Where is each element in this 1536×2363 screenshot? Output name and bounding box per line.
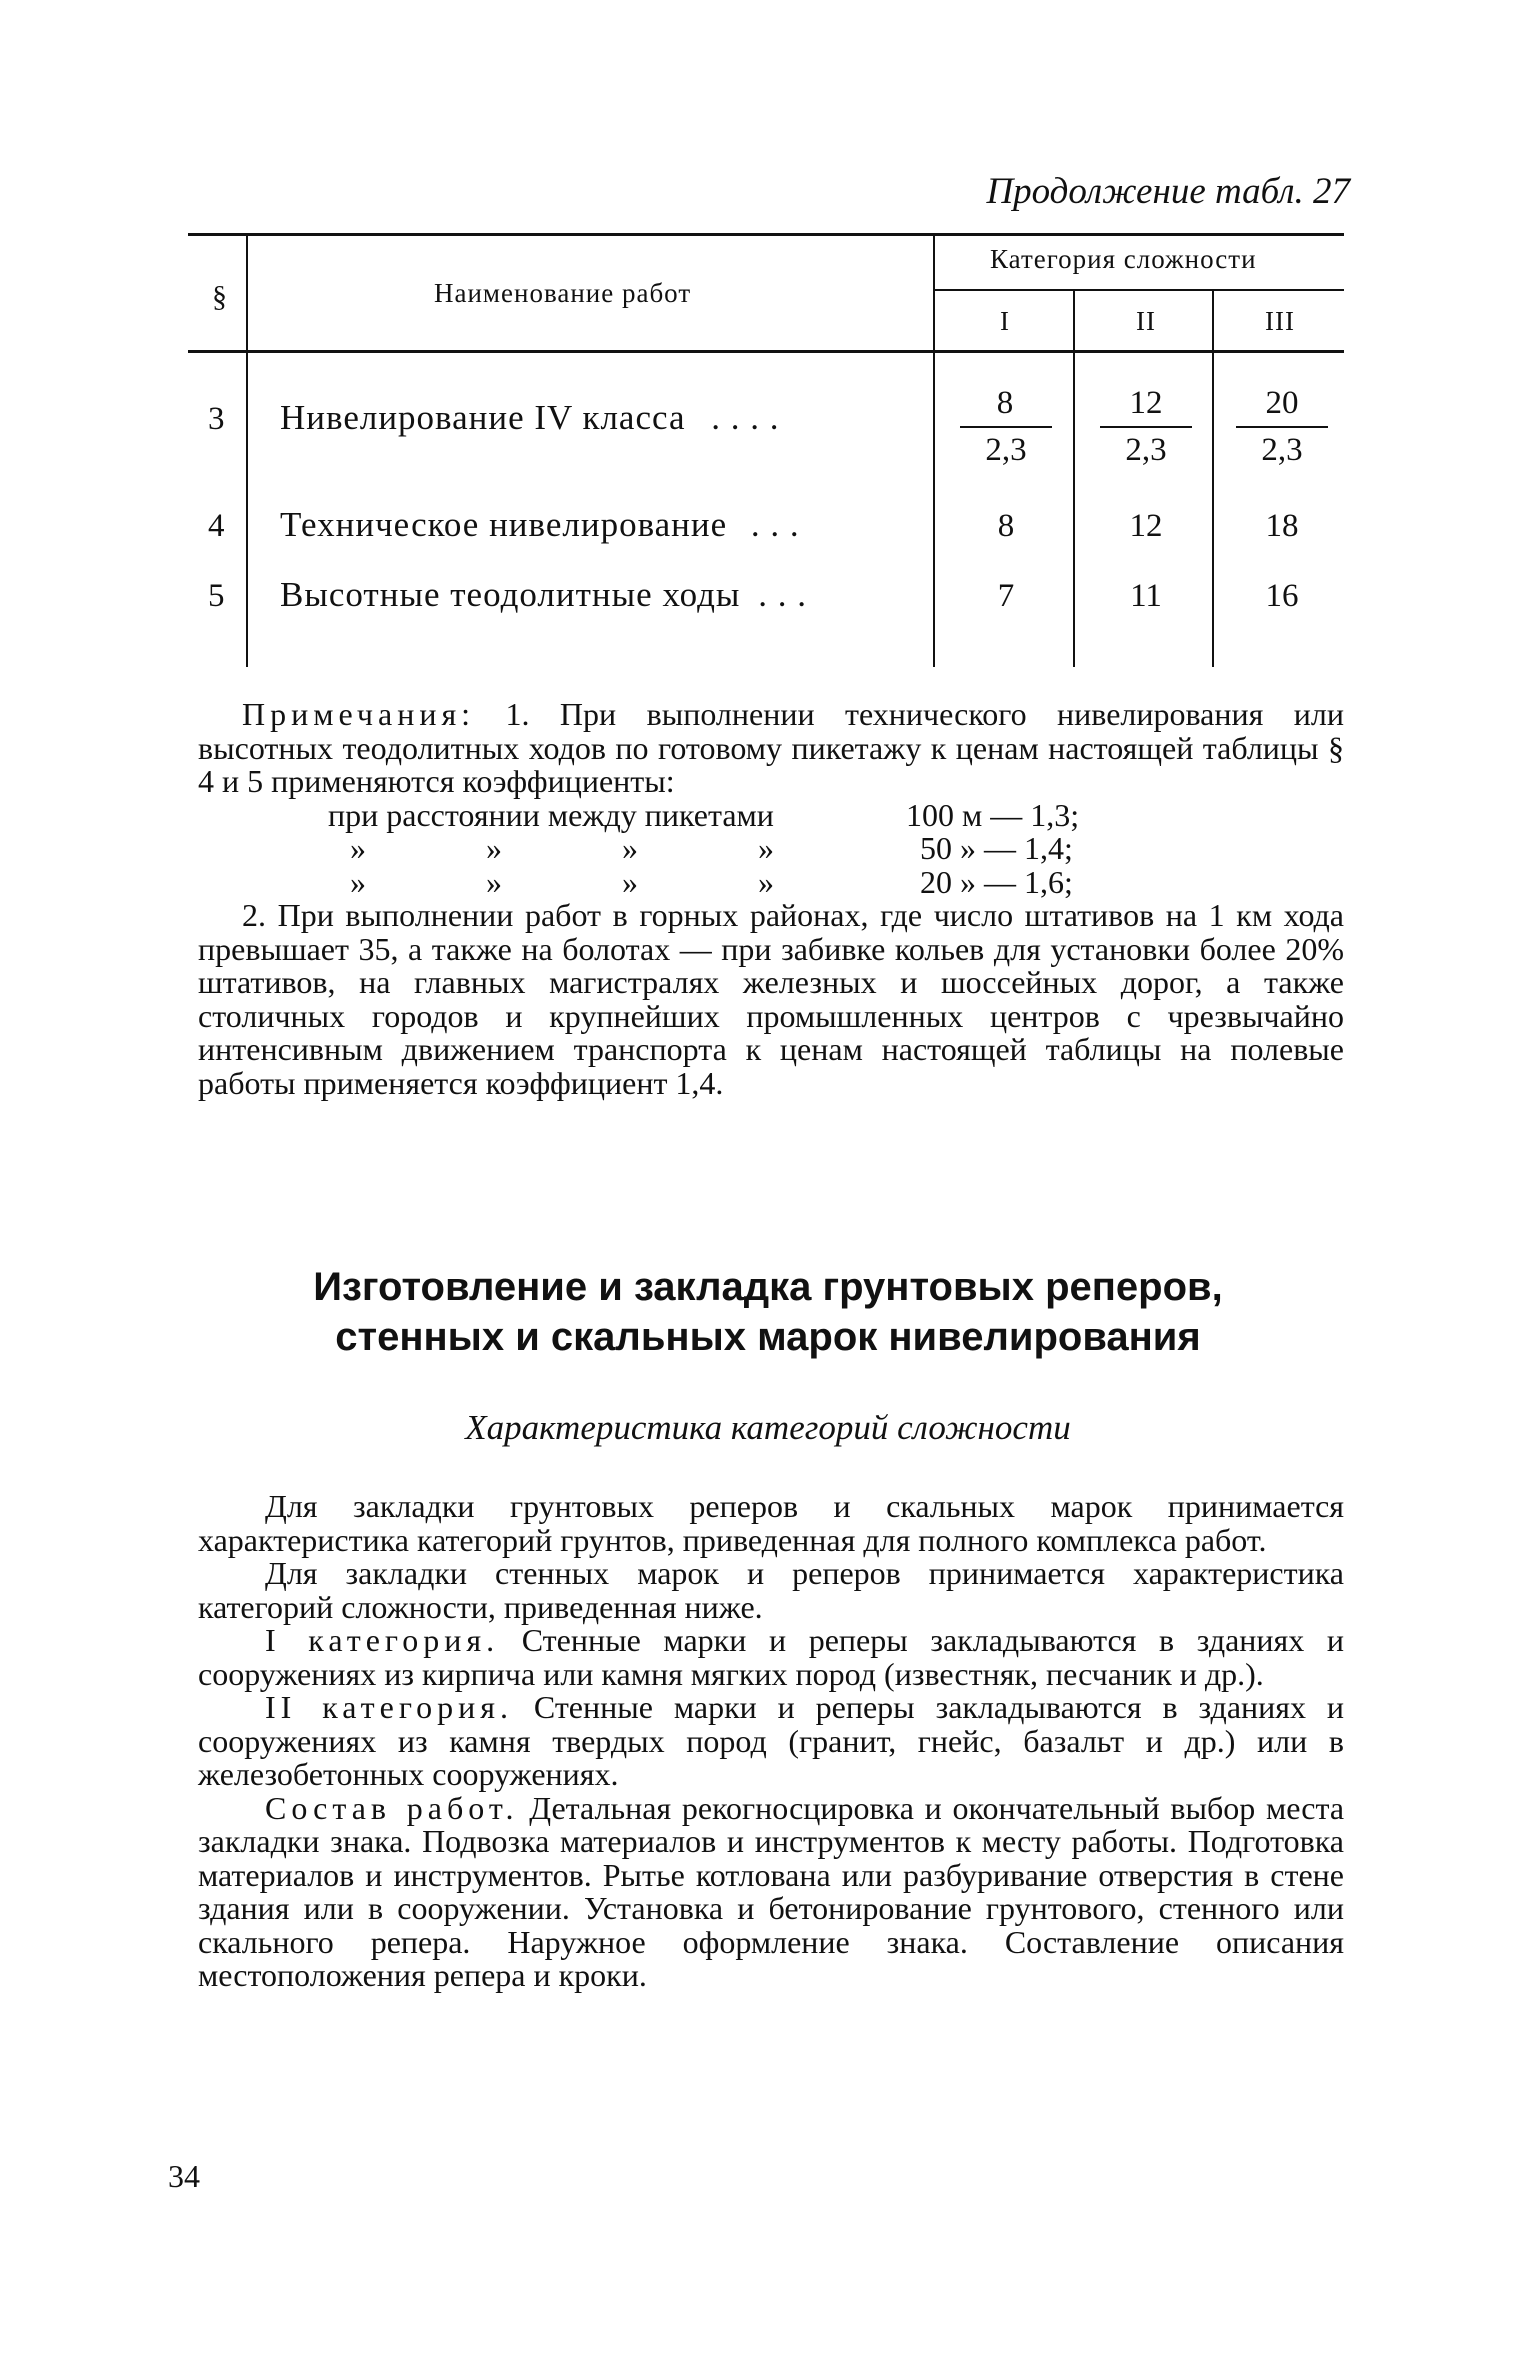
value-cat1: 7 [997,578,1015,614]
paragraph: Для закладки грунтовых реперов и скальных марок принимается характеристика категорий грунтов, приведенная для полного комплекса работ. [198,1488,1344,1558]
notes-label: Примечания: [242,696,476,732]
paragraph-category-2 [198,1691,1344,1792]
coefficient-row [198,832,1344,866]
header-cat-2: II [1136,306,1156,336]
ditto-mark: » [622,863,638,900]
value-cat3: 18 [1265,508,1299,544]
row-section: 3 [208,401,225,437]
coefficient-row [198,863,1344,900]
value-cat1-denominator: 2,3 [985,432,1027,468]
col-rule-cat1 [1073,289,1075,667]
value-cat3-numerator: 20 [1265,385,1299,421]
value-cat3-denominator: 2,3 [1261,432,1303,468]
col-rule-name [933,233,935,667]
section-title-line: Изготовление и закладка грунтовых реперов, [313,1265,1223,1309]
header-bottom-rule [188,350,1344,353]
coef-value: 50 » — 1,4; [920,830,1073,866]
table-top-rule [188,233,1344,236]
category-1-text: Стенные марки и реперы закладываются в зданиях и сооружениях из кирпича или камня мягких пород (известняк, песчаник и др.). [198,1622,1345,1692]
paragraph-work-composition [198,1789,1345,1993]
ditto-mark: » [758,863,774,900]
work-composition-text: Детальная рекогносцировка и окончательный выбор места закладки знака. Подвозка материалов и инструментов к месту работы. Подготовка материалов и инструментов. Рытье котлована или разбуривание отверстия в стене здания или в сооружении. Установка и бетонирование грунтового, стенного или скального репера. Наружное оформление знака. Составление описания местоположения репера и кроки. [198,1789,1345,1993]
header-cat-3: III [1265,306,1295,336]
row-name [280,505,800,545]
category-2-text: Стенные марки и реперы закладываются в зданиях и сооружениях из камня твердых пород (гранит, гнейс, базальт и др.) или в железобетонных сооружениях. [198,1689,1345,1792]
page-number: 34 [168,2158,200,2194]
section-title-line: стенных и скальных марок нивелирования [335,1315,1201,1359]
coef-lead: при расстоянии между пикетами [328,796,774,833]
paragraph: Для закладки стенных марок и реперов принимается характеристика категорий сложности, приведенная ниже. [198,1555,1344,1625]
section-subtitle: Характеристика категорий сложности [465,1408,1071,1447]
value-cat1-numerator: 8 [996,385,1014,421]
fraction-line [1236,426,1328,428]
work-composition-label: Состав работ. [265,1789,519,1826]
category-1-label: I категория. [265,1622,500,1658]
row-section: 4 [208,508,225,544]
coefficient-row [198,796,1344,833]
row-section: 5 [208,578,225,614]
ditto-mark: » [622,830,638,866]
value-cat3: 16 [1265,578,1299,614]
fraction-line [960,426,1052,428]
note-1-text: 1. При выполнении технического нивелирования или высотных теодолитных ходов по готовому пикетажу к ценам настоящей таблицы § 4 и 5 применяются коэффициенты: [198,696,1344,799]
ditto-mark: » [350,830,366,866]
row-name [280,575,807,615]
ditto-mark: » [486,830,502,866]
coef-value: 20 » — 1,6; [920,863,1073,900]
header-section: § [212,280,228,313]
header-cat-1: I [1000,306,1010,336]
value-cat2: 11 [1130,578,1162,614]
value-cat1: 8 [997,508,1015,544]
section-body [198,1490,1344,1993]
row-name-text: Нивелирование IV класса [280,398,686,437]
value-cat2-numerator: 12 [1129,385,1163,421]
row-name-dots: . . . [758,575,807,614]
ditto-mark: » [758,830,774,866]
ditto-mark: » [486,863,502,900]
note-2: 2. При выполнении работ в горных районах, где число штативов на 1 км хода превышает 35, а также на болотах — при забивке кольев для установки более 20% штативов, на главных магистралях железных и шоссейных дорог, а также столичных городов и крупнейших промышленных центров с чрезвычайно интенсивным движением транспорта к ценам настоящей таблицы на полевые работы применяется коэффициент 1,4. [198,897,1344,1101]
category-divider-rule [935,289,1344,291]
ditto-mark: » [350,863,366,900]
table-notes [198,698,1344,1100]
row-name-text: Техническое нивелирование [280,505,728,544]
value-cat2-denominator: 2,3 [1125,432,1167,468]
value-cat2: 12 [1129,508,1163,544]
row-name-dots: . . . . [711,398,780,437]
col-rule-section [246,233,248,667]
fraction-line [1100,426,1192,428]
coef-value: 100 м — 1,3; [906,796,1080,833]
row-name-text: Высотные теодолитные ходы [280,575,741,614]
note-1 [198,698,1344,799]
header-name: Наименование работ [434,278,692,308]
category-2-label: II категория. [265,1689,513,1725]
table-continuation-caption: Продолжение табл. 27 [986,171,1350,212]
section-title [190,1262,1346,1362]
col-rule-cat2 [1212,289,1214,667]
row-name-dots: . . . [750,505,800,544]
row-name [280,398,780,438]
header-category: Категория сложности [990,244,1257,274]
paragraph-category-1 [198,1624,1344,1691]
